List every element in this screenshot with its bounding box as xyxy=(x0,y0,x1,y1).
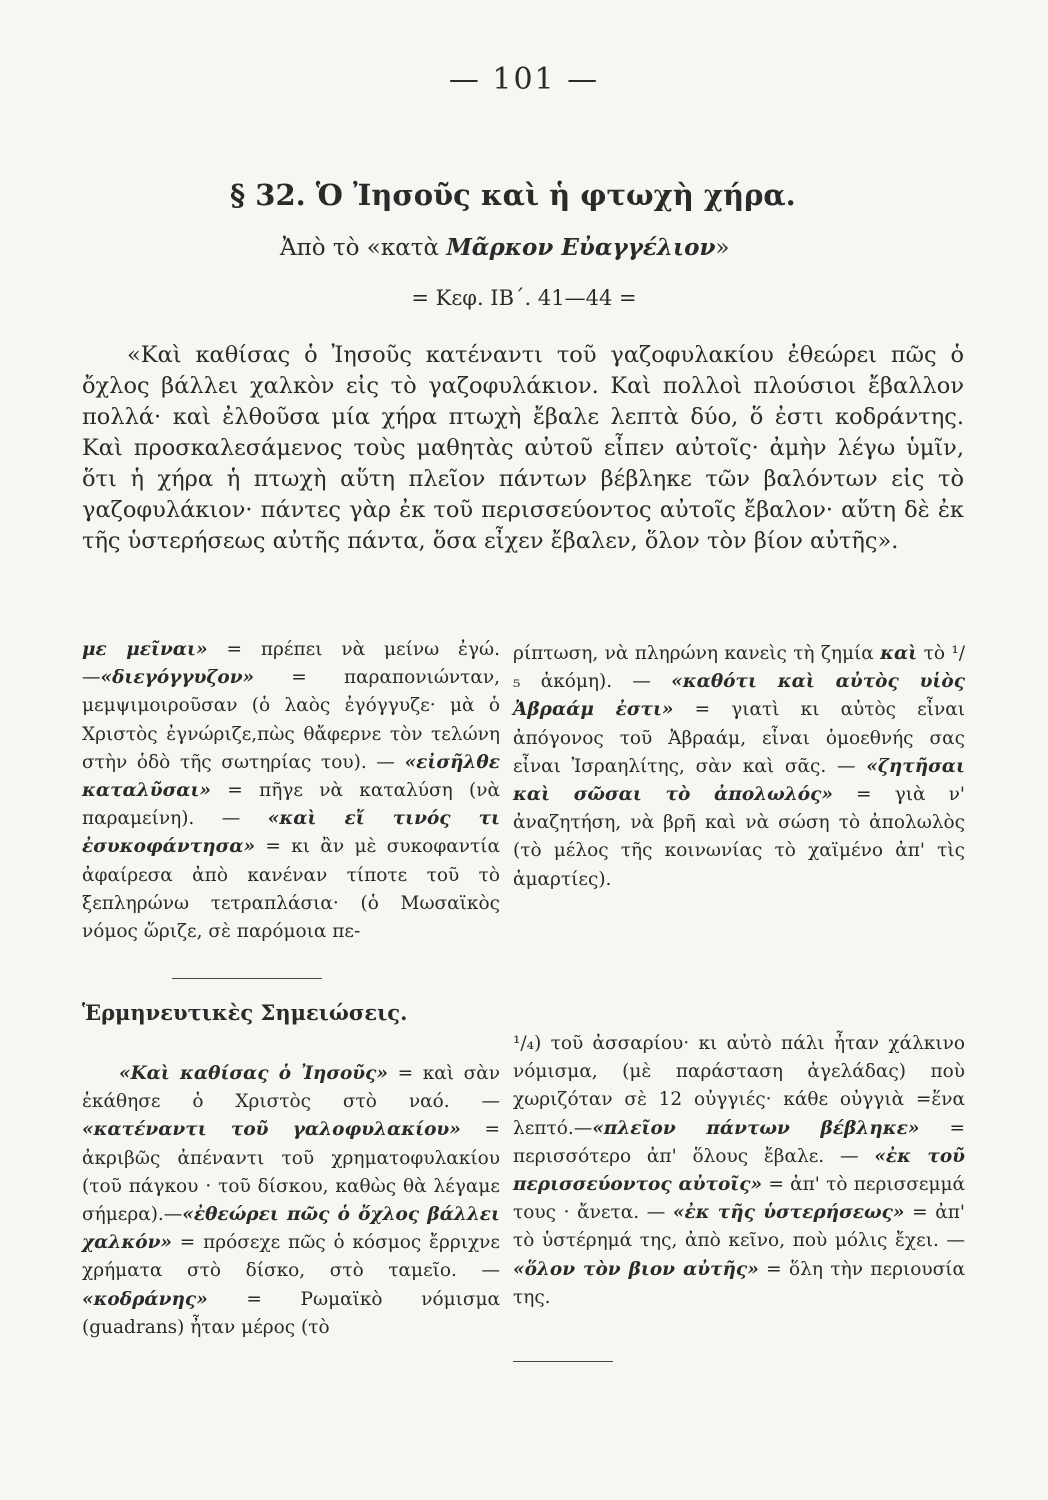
note-term: «ἐθεώρει πῶς ὁ ὄχλος βάλλει χαλκόν» xyxy=(82,1204,500,1254)
note-text: τὸ ¹/₅ ἀκόμη). — xyxy=(513,643,965,693)
note-text: = πῆγε νὰ καταλύση (νὰ παραμείνη). — xyxy=(82,780,500,830)
note-term: «διεγόγγυζον» xyxy=(100,667,255,689)
note-text: = ὅλη τὴν περιουσία της. xyxy=(513,1258,965,1308)
chapter-reference: = Κεφ. ΙΒ΄. 41—44 = xyxy=(411,286,637,310)
note-term: «ὅλον τὸν βιον αὐτῆς» xyxy=(513,1258,759,1280)
section-title: § 32. Ὁ Ἰησοῦς καὶ ἡ φτωχὴ χήρα. xyxy=(230,178,796,212)
note-text: ρίπτωση, νὰ πληρώνη κανεὶς τὴ ζημία xyxy=(513,643,881,664)
note-term: «κατέναντι τοῦ γαλοφυλακίου» xyxy=(82,1119,461,1141)
note-text: = ἀπ' τὸ ὑστέρημά της, ἀπὸ κεῖνο, ποὺ μόλις ἔχει. — xyxy=(513,1202,965,1252)
subtitle-suffix: » xyxy=(715,235,730,261)
note-term: «πλεῖον πάντων βέβληκε» xyxy=(592,1117,920,1139)
notes-top-left xyxy=(82,636,500,946)
divider-rule xyxy=(513,1361,613,1362)
notes-bottom-left xyxy=(82,1060,500,1342)
note-text: ¹/₄) τοῦ ἀσσαρίου· κι αὐτὸ πάλι ἦταν χάλκινο νόμισμα, (μὲ παράσταση ἀγελάδας) ποὺ χωριζόταν σὲ 12 οὐγγιές· κάθε οὐγγιὰ =ἕνα λεπτό.— xyxy=(513,1033,965,1139)
note-term: «εἰσῆλθε καταλῦσαι» xyxy=(82,751,500,802)
note-term: «κοδράνης» xyxy=(82,1288,208,1310)
note-text: = γιὰ ν' ἀναζητήση, νὰ βρῆ καὶ νὰ σώση τὸ ἀπολωλὸς (τὸ μέλος τῆς κοινωνίας τὸ χαϊμένο ἀπ' τὶς ἁμαρτίες). xyxy=(513,784,965,890)
note-text: = παραπονιώνταν, μεμψιμοιροῦσαν (ὁ λαὸς ἐγόγγυζε· μὰ ὁ Χριστὸς ἐγνώριζε,πὼς θἄφερνε τὸν τελώνη στὴν ὁδὸ τῆς σωτηρίας του). — xyxy=(82,667,500,773)
main-scripture-text: «Καὶ καθίσας ὁ Ἰησοῦς κατέναντι τοῦ γαζοφυλακίου ἐθεώρει πῶς ὁ ὄχλος βάλλει χαλκὸν εἰς τὸ γαζοφυλάκιον. Καὶ πολλοὶ πλούσιοι ἔβαλλον πολλά· καὶ ἐλθοῦσα μία χήρα πτωχὴ ἔβαλε λεπτὰ δύο, ὅ ἐστι κοδράντης. Καὶ προσκαλεσάμενος τοὺς μαθητὰς αὐτοῦ εἶπεν αὐτοῖς· ἀμὴν λέγω ὑμῖν, ὅτι ἡ χήρα ἡ πτωχὴ αὕτη πλεῖον πάντων βέβληκε τῶν βαλόντων εἰς τὸ γαζοφυλάκιον· πάντες γὰρ ἐκ τοῦ περισσεύοντος αὐτοῖς ἔβαλον· αὕτη δὲ ἐκ τῆς ὑστερήσεως αὐτῆς πάντα, ὅσα εἶχεν ἔβαλεν, ὅλον τὸν βίον αὐτῆς». xyxy=(82,342,964,554)
note-term: «ζητῆσαι καὶ σῶσαι τὸ ἀπολωλός» xyxy=(513,755,965,806)
note-term: με μεῖναι» xyxy=(82,639,208,660)
divider-rule xyxy=(172,978,322,979)
note-text: = περισσότερο ἀπ' ὅλους ἔβαλε. — xyxy=(513,1117,965,1167)
notes-top-right xyxy=(513,640,965,894)
note-text: = ἀπ' τὸ περισσεμμά τους · ἄνετα. — xyxy=(513,1174,965,1224)
note-text: = πρέπει νὰ μείνω ἐγώ.— xyxy=(82,639,500,689)
note-term: καὶ xyxy=(880,643,918,664)
section-subtitle xyxy=(280,234,800,261)
page-number: — 101 — xyxy=(448,62,600,97)
note-text: = γιατὶ κι αὐτὸς εἶναι ἀπόγονος τοῦ Ἀβραάμ, εἶναι ὁμοεθνής σας εἶναι Ἰσραηλίτης, σὰν καὶ σᾶς. — xyxy=(513,699,965,777)
note-term: «καὶ εἴ τινός τι ἐσυκοφάντησα» xyxy=(82,808,500,858)
subtitle-source: Μᾶρκον Εὐαγγέλιον xyxy=(446,234,716,261)
note-term: «καθότι καὶ αὐτὸς υἱὸς Ἀβραάμ ἐστι» xyxy=(513,671,965,721)
subtitle-prefix: Ἀπὸ τὸ «κατὰ xyxy=(280,235,440,261)
note-text: = Ρωμαϊκὸ νόμισμα (guadrans) ἦταν μέρος (τὸ xyxy=(82,1288,500,1338)
note-text: = καὶ σὰν ἐκάθησε ὁ Χριστὸς στὸ ναό. — xyxy=(82,1063,500,1113)
notes-heading: Ἑρμηνευτικὲς Σημειώσεις. xyxy=(82,1000,408,1025)
note-text: = πρόσεχε πῶς ὁ κόσμος ἔρριχνε χρήματα στὸ δίσκο, στὸ ταμεῖο. — xyxy=(82,1232,500,1282)
note-text: = ἀκριβῶς ἀπέναντι τοῦ χρηματοφυλακίου (τοῦ πάγκου · τοῦ δίσκου, καθὼς θὰ λέγαμε σήμερα).— xyxy=(82,1119,500,1226)
note-term: «ἐκ τοῦ περισσεύοντος αὐτοῖς» xyxy=(513,1145,965,1196)
notes-bottom-right xyxy=(513,1030,965,1312)
note-text: = κι ἂν μὲ συκοφαντία ἀφαίρεσα ἀπὸ κανέναν τίποτε τοῦ τὸ ξεπληρώνω τετραπλάσια· (ὁ Μωσαϊκὸς νόμος ὥριζε, σὲ παρόμοια πε- xyxy=(82,836,500,943)
note-term: «ἐκ τῆς ὑστερήσεως» xyxy=(672,1202,905,1224)
note-term: «Καὶ καθίσας ὁ Ἰησοῦς» xyxy=(119,1063,388,1084)
